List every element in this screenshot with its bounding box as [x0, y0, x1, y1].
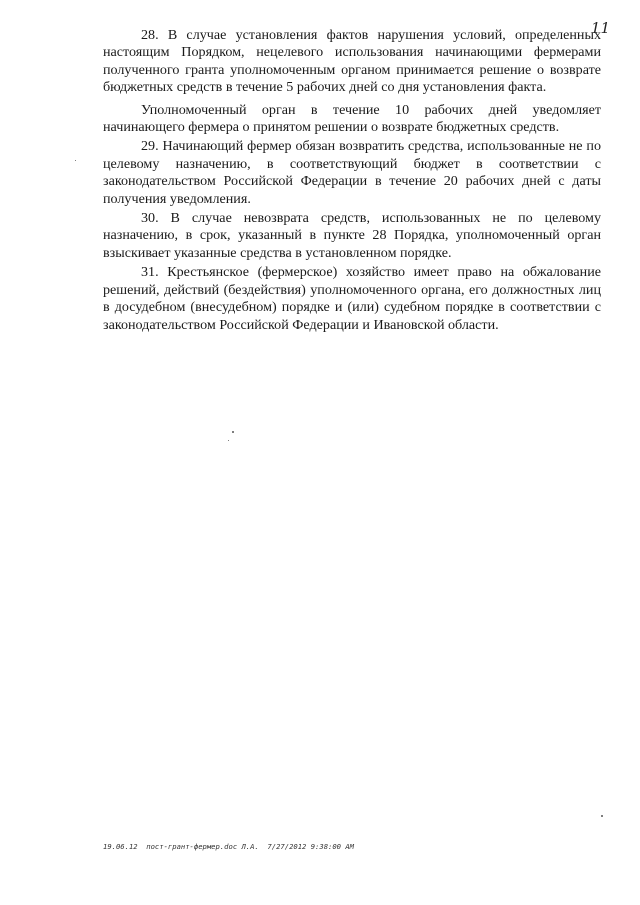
scan-speck	[601, 815, 603, 817]
document-body	[103, 27, 601, 334]
paragraph-30: 30. В случае невозврата средств, использованных не по целевому назначению, в срок, указанный в пункте 28 Порядка, уполномоченный орган взыскивает указанные средства в установленном порядке.	[103, 210, 601, 261]
scan-speck	[75, 160, 76, 161]
page-number: 11	[590, 19, 610, 37]
scan-speck	[228, 440, 229, 441]
paragraph-notification: Уполномоченный орган в течение 10 рабочих дней уведомляет начинающего фермера о принятом решении о возврате бюджетных средств.	[103, 101, 601, 136]
paragraph-29: 29. Начинающий фермер обязан возвратить средства, использованные не по целевому назначению, в соответствующий бюджет в соответствии с законодательством Российской Федерации в течение 20 рабочих дней с даты получения уведомления.	[103, 138, 601, 207]
footer-file-info: 19.06.12 пост-грант-фермер.doc Л.А. 7/27/2012 9:38:00 AM	[103, 842, 354, 851]
paragraph-28: 28. В случае установления фактов нарушения условий, определенных настоящим Порядком, нецелевого использования начинающими фермерами полученного гранта уполномоченным органом принимается решение о возврате бюджетных средств в течение 5 рабочих дней со дня установления факта.	[103, 27, 601, 96]
paragraph-31: 31. Крестьянское (фермерское) хозяйство имеет право на обжалование решений, действий (бездействия) уполномоченного органа, его должностных лиц в досудебном (внесудебном) порядке и (или) судебном порядке в соответствии с законодательством Российской Федерации и Ивановской области.	[103, 264, 601, 333]
scan-speck	[232, 431, 234, 433]
